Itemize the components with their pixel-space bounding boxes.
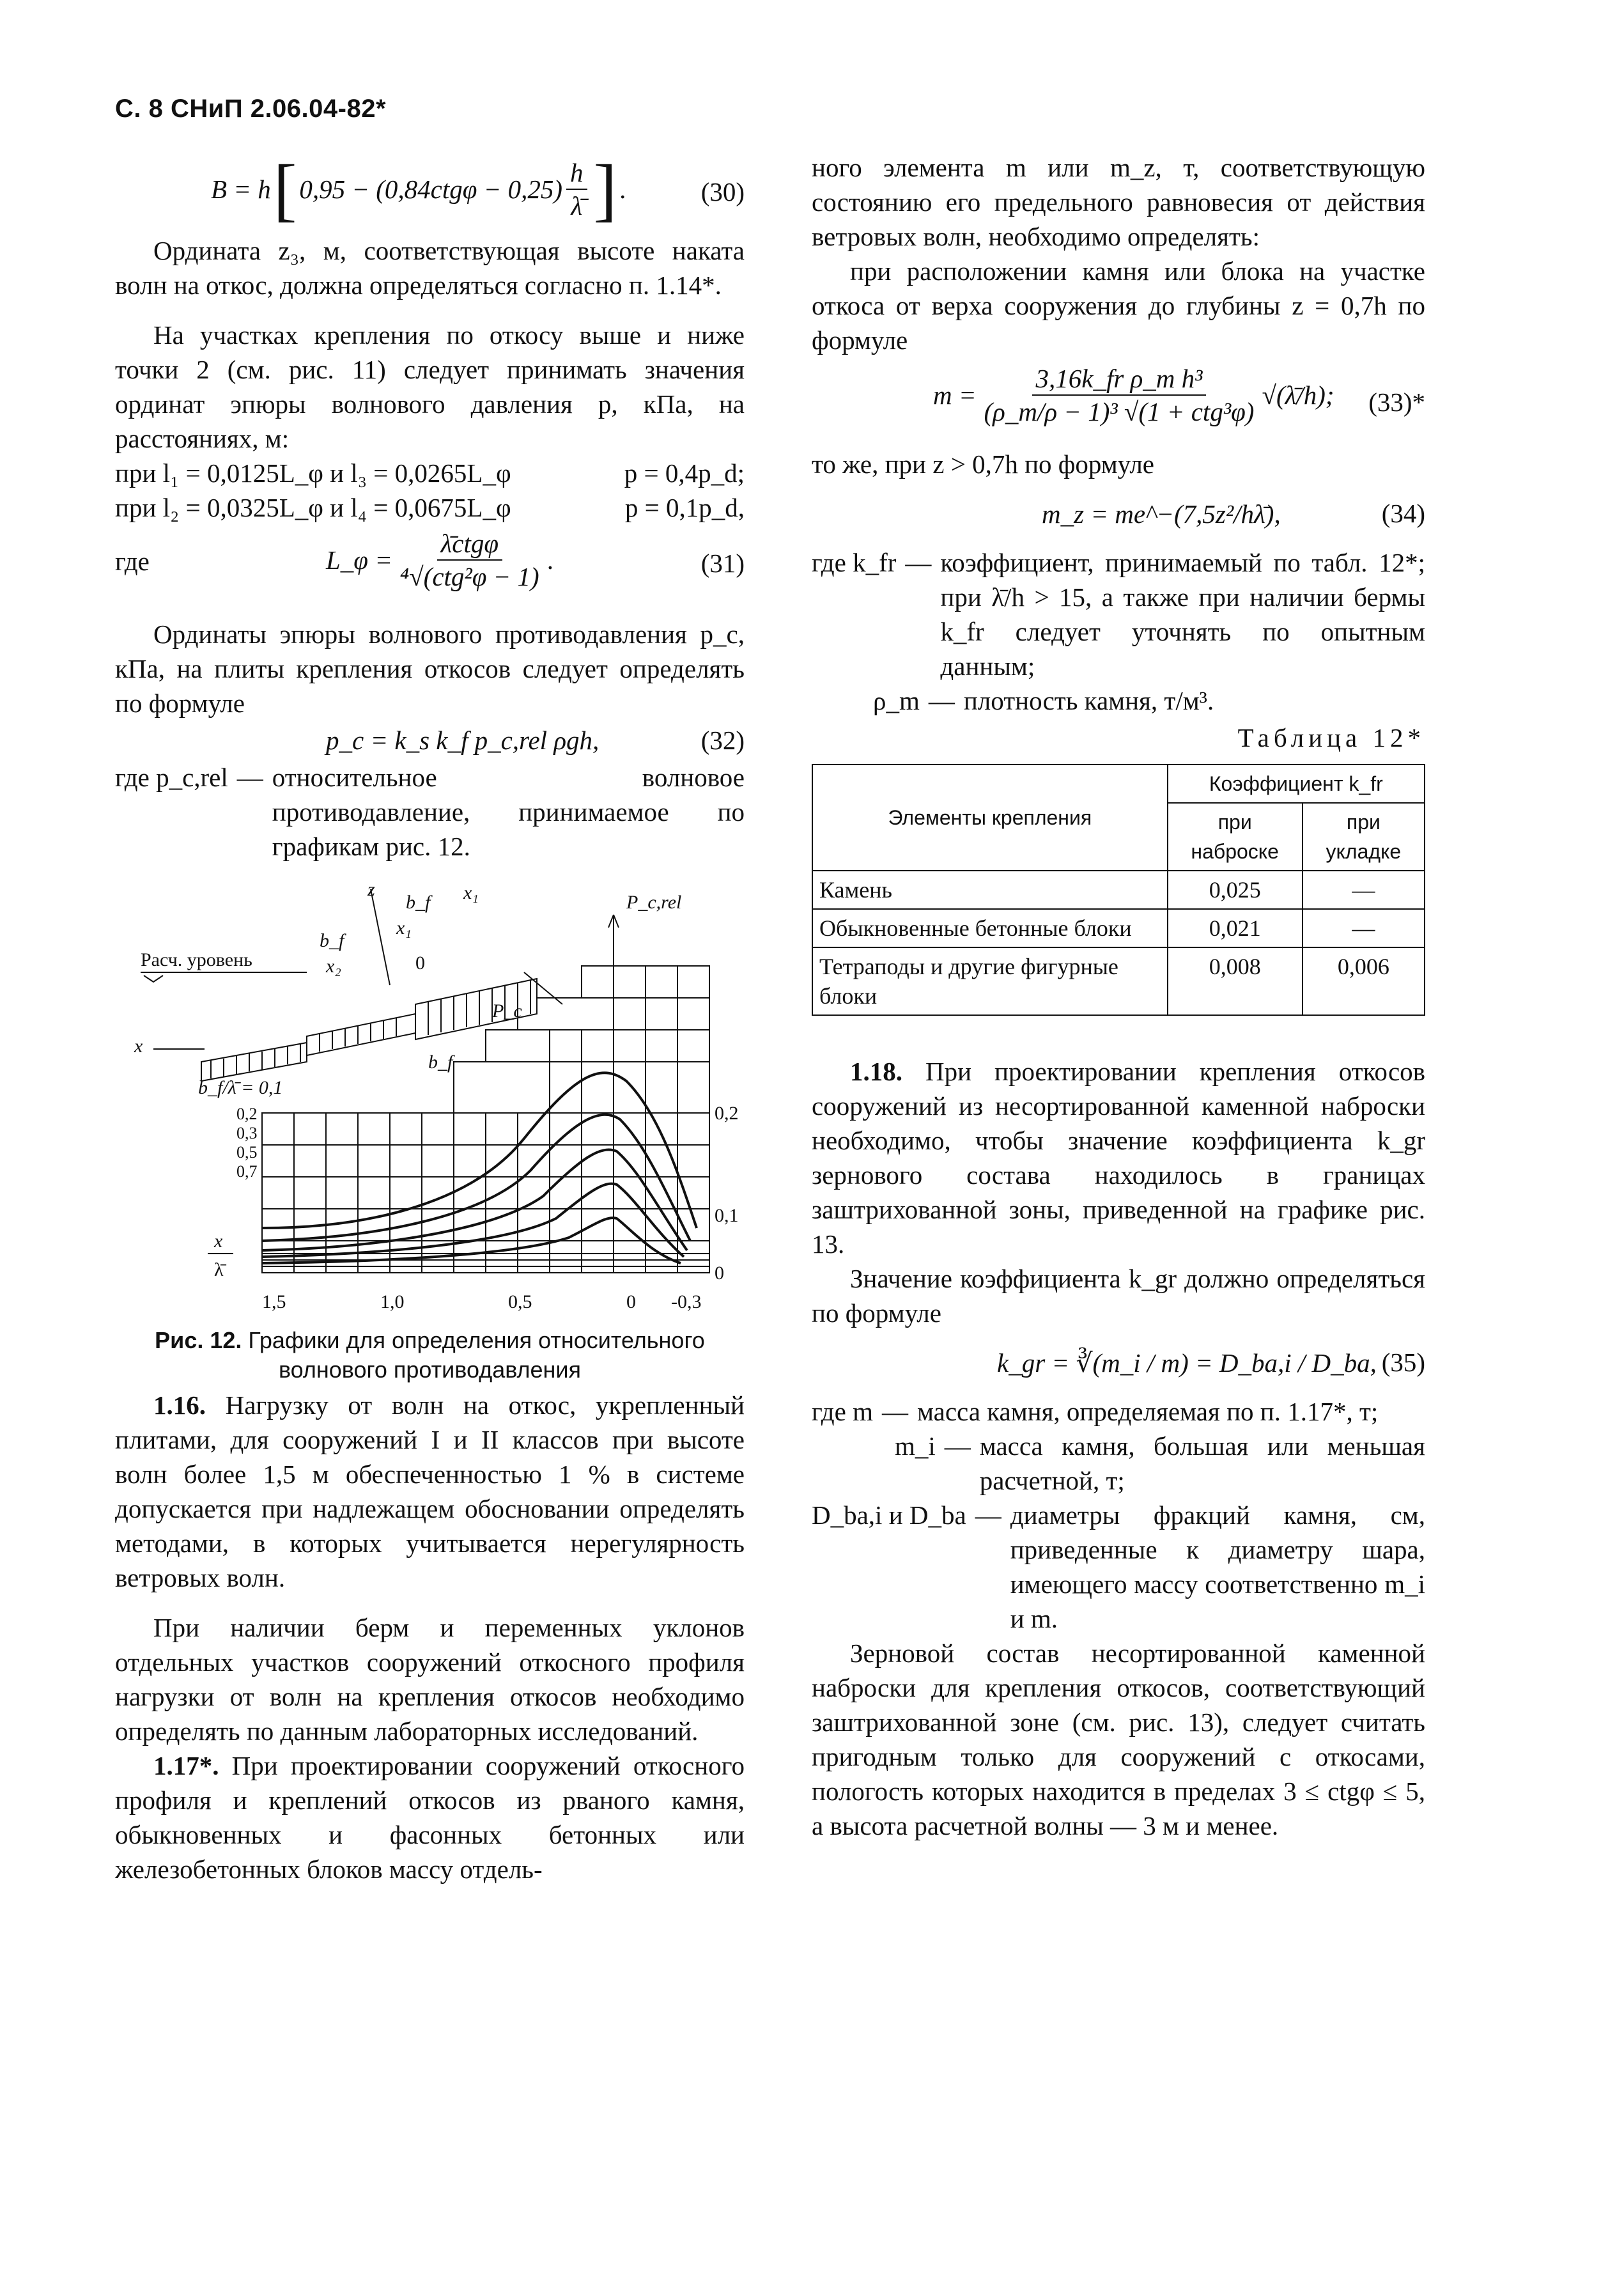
paragraph: Ордината z₃, м, соответствующая высоте наката волн на откос, должна определяться согласно п. 1.14*. — [115, 236, 745, 300]
x-tick: 1,0 — [380, 1291, 405, 1312]
pressure-curves — [262, 1073, 697, 1263]
formula-row-1: при l₁ = 0,0125L_φ и l₃ = 0,0265L_φ p = 0,4p_d; — [115, 458, 745, 488]
paragraph-1-18: 1.18. При проектировании крепления откосов сооружений из несортированной каменной наброски необходимо, чтобы значение коэффициента k_gr зернового состава находилось в границах заштрихованной зоны, приведенной на графике рис. 13. — [812, 1057, 1425, 1259]
paragraph: На участках крепления по откосу выше и ниже точки 2 (см. рис. 11) следует принимать значения ординат эпюры волнового давления p, кПа, на расстояниях, м: — [115, 320, 745, 453]
paragraph: ного элемента m или m_z, т, соответствующую состоянию его предельного равновесия от действия ветровых волн, необходимо определять: — [812, 153, 1425, 251]
eq34-number: (34) — [1381, 499, 1425, 528]
table-header: при наброске — [1168, 803, 1303, 871]
paragraph-1-17: 1.17*. При проектировании сооружений откосного профиля и креплений откосов из рваного камня, обыкновенных и фасонных бетонных или железобетонных блоков массу отдель- — [115, 1751, 745, 1884]
figure-label: x — [214, 1231, 223, 1252]
paragraph: Зерновой состав несортированной каменной наброски для крепления откосов, соответствующий заштрихованной зоне (см. рис. 13), следует считать пригодным только для сооружений с откосами, пологость которых находится в пределах 3 ≤ ctgφ ≤ 5, а высота расчетной волны — 3 м и менее. — [812, 1638, 1425, 1840]
figure-label: 0,7 — [236, 1162, 258, 1181]
eq35-number: (35) — [1381, 1348, 1425, 1377]
figure-label: P_c — [492, 1000, 522, 1022]
figure-label: 0,1 — [715, 1205, 739, 1226]
eq30-number: (30) — [700, 177, 745, 206]
definition-kfr: где k_fr — коэффициент, принимаемый по табл. 12*; при λ̄/h > 15, а также при наличии бермы k_fr следует уточнять по опытным данным; — [812, 548, 1425, 681]
definition-m: где m — масса камня, определяемая по п. 1.17*, т; — [812, 1397, 1379, 1426]
x-tick: 1,5 — [262, 1291, 286, 1312]
eq31-number: (31) — [700, 548, 745, 578]
eq30-body: 0,95 − (0,84ctgφ − 0,25) — [299, 175, 563, 204]
figure-label: Расч. уровень — [141, 949, 252, 970]
figure-label: x — [134, 1036, 143, 1057]
formula-row-2: при l₂ = 0,0325L_φ и l₄ = 0,0675L_φ p = 0,1p_d, — [115, 493, 745, 522]
definition-pcrel: где p_c,rel — относительное волновое противодавление, принимаемое по графикам рис. 12. — [115, 763, 745, 861]
figure-label: λ̄ — [214, 1259, 224, 1280]
equation-35: k_gr = ∛(m_i / m) = D_ba,i / D_ba, (35) — [812, 1330, 1425, 1394]
figure-label: 0,2 — [715, 1103, 739, 1124]
figure-label: b_f — [428, 1052, 453, 1073]
definition-dba: D_ba,i и D_ba — диаметры фракций камня, см, приведенные к диаметру шара, имеющего массу соответственно m_i и m. — [812, 1500, 1425, 1633]
z-axis — [371, 889, 390, 985]
eq33-fraction: $\frac{\text{3,16k\_fr ρ\_m h³}}{\text{(ρ\_m/ρ − 1)³ √(1 + ctg³φ)}}$ — [984, 364, 1255, 426]
table-header: Коэффициент k_fr — [1168, 765, 1425, 803]
figure-label: 0,2 — [236, 1105, 258, 1123]
table-row: Тетраподы и другие фигурные блоки 0,008 0,006 — [812, 947, 1425, 1015]
table-row: Обыкновенные бетонные блоки 0,021 — — [812, 909, 1425, 947]
left-column — [115, 150, 745, 1886]
paragraph: При наличии берм и переменных уклонов отдельных участков сооружений откосного профиля нагрузки от волн на крепления откосов необходимо определять по данным лабораторных исследований. — [115, 1613, 745, 1746]
figure-label: z — [367, 879, 375, 900]
figure-label: x₁ — [463, 882, 479, 903]
definition-mi: m_i — масса камня, большая или меньшая расчетной, т; — [895, 1431, 1425, 1495]
definition-rhom: ρ_m — плотность камня, т/м³. — [873, 686, 1214, 715]
eq31-fraction: $\frac{\text{λ̄ctgφ}}{\text{⁴√(ctg²φ − 1)}}$ — [399, 529, 539, 591]
right-column — [812, 150, 1425, 1843]
table-row: Камень 0,025 — — [812, 871, 1425, 909]
figure-12 — [115, 870, 745, 1383]
figure-label: b_f/λ̄ = 0,1 — [198, 1077, 283, 1098]
figure-label: 0 — [715, 1263, 724, 1284]
table-header: при укладке — [1303, 803, 1425, 871]
figure-label: 0 — [415, 952, 425, 974]
table-caption: Таблица 12* — [1237, 723, 1425, 752]
figure-label: b_f — [406, 892, 431, 913]
figure-label: b_f — [320, 930, 344, 951]
table-12 — [812, 764, 1425, 1016]
eq30-lhs: B = h — [211, 175, 271, 204]
equation-33: m = $\frac{\text{3,16k\_fr ρ\_m h³}}{\text{(ρ\_m/ρ − 1)³ √(1 + ctg³φ)}}$ √(λ̄/h); (33)* — [933, 364, 1425, 426]
table-header-row — [812, 765, 1425, 803]
x-tick: 0,5 — [508, 1291, 532, 1312]
eq30-fraction: $\frac{h}{\lambdā}$ — [566, 158, 587, 221]
figure-label: 0,3 — [236, 1124, 258, 1142]
paragraph-1-16: 1.16. Нагрузку от волн на откос, укрепленный плитами, для сооружений I и II классов при высоте волн более 1,5 м обеспеченностью 1 % в системе допускается при надлежащем обосновании определять методами, в которых учитывается нерегулярность ветровых волн. — [115, 1390, 745, 1592]
figure-label: x₁ — [396, 917, 412, 938]
equation-30: B = h [ 0,95 − (0,84ctgφ − 0,25) $\frac{h}{\lambdā}$ ] . (30) — [211, 150, 745, 228]
paragraph: Ординаты эпюры волнового противодавления p_c, кПа, на плиты крепления откосов следует определять по формуле — [115, 619, 745, 718]
equation-31: где L_φ = $\frac{\text{λ̄ctgφ}}{\text{⁴√(ctg²φ − 1)}}$ . (31) — [115, 529, 745, 591]
figure-12-drawing — [115, 870, 745, 1318]
equation-32: p_c = k_s k_f p_c,rel ρgh, (32) — [115, 720, 745, 760]
figure-label: x₂ — [326, 956, 341, 977]
x-tick: -0,3 — [671, 1291, 702, 1312]
paragraph: при расположении камня или блока на участке откоса от верха сооружения до глубины z = 0,7h по формуле — [812, 256, 1425, 355]
figure-label: 0,5 — [236, 1143, 258, 1162]
equation-34: m_z = me^−(7,5z²/hλ̄), (34) — [812, 481, 1425, 545]
x-tick: 0 — [626, 1291, 636, 1312]
eq32-number: (32) — [700, 726, 745, 755]
eq33-number: (33)* — [1368, 387, 1425, 417]
paragraph: то же, при z > 0,7h по формуле — [812, 449, 1155, 479]
page-header: С. 8 СНиП 2.06.04-82* — [115, 95, 387, 123]
eq31-lhs: L_φ = — [326, 545, 392, 575]
figure-label: P_c,rel — [626, 892, 682, 913]
table-header: Элементы крепления — [812, 765, 1168, 871]
figure-12-caption: Рис. 12. Графики для определения относительного волнового противодавления — [155, 1327, 705, 1383]
paragraph: Значение коэффициента k_gr должно определяться по формуле — [812, 1264, 1425, 1328]
